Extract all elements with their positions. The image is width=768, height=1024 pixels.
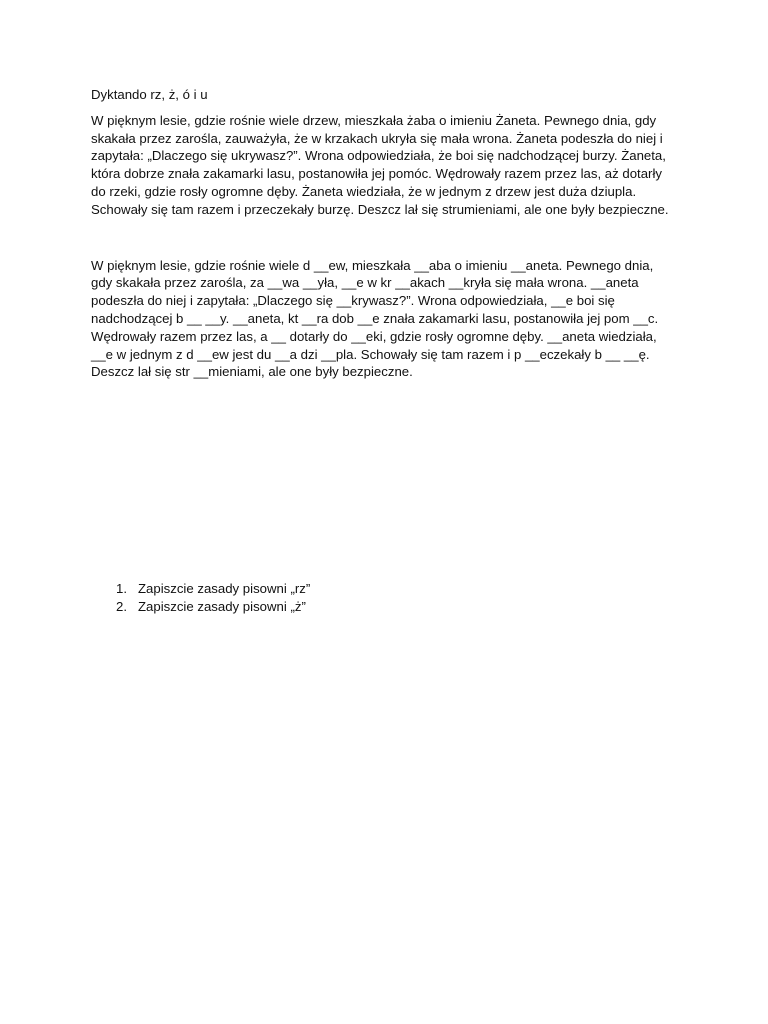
task-number: 2. xyxy=(116,598,127,614)
original-paragraph: W pięknym lesie, gdzie rośnie wiele drzew, mieszkała żaba o imieniu Żaneta. Pewnego dnia, gdy skakała przez zarośla, zauważyła, że w krzakach ukryła się mała wrona. Żaneta podeszła do niej i zapytała: „Dlaczego się ukrywasz?”. Wrona odpowiedziała, że boi się nadchodzącej burzy. Żaneta, która dobrze znała zakamarki lasu, postanowiła jej pomóc. Wędrowały razem przez las, aż dotarły do rzeki, gdzie rosły ogromne dęby. Żaneta wiedziała, że w jednym z drzew jest duża dziupla. Schowały się tam razem i przeczekały burzę. Deszcz lał się strumieniami, ale one były bezpieczne. xyxy=(91,112,669,217)
task-text: Zapiszcie zasady pisowni „ż” xyxy=(138,598,306,614)
exercise-paragraph: W pięknym lesie, gdzie rośnie wiele d __ew, mieszkała __aba o imieniu __aneta. Pewnego dnia, gdy skakała przez zarośla, za __wa __yła, __e w kr __akach __kryła się mała wrona. __aneta podeszła do niej i zapytała: „Dlaczego się __krywasz?”. Wrona odpowiedziała, __e boi się nadchodzącej b __ __y. __aneta, kt __ra dob __e znała zakamarki lasu, postanowiła jej pom __c. Wędrowały razem przez las, a __ dotarły do __eki, gdzie rosły ogromne dęby. __aneta wiedziała, __e w jednym z d __ew jest du __a dzi __pla. Schowały się tam razem i p __eczekały b __ __ę. Deszcz lał się str __mieniami, ale one były bezpieczne. xyxy=(91,257,659,380)
document-title: Dyktando rz, ż, ó i u xyxy=(91,87,208,102)
task-text: Zapiszcie zasady pisowni „rz” xyxy=(138,581,311,596)
task-number: 1. xyxy=(116,581,127,596)
task-item xyxy=(116,598,310,616)
task-list xyxy=(116,580,310,616)
document-body xyxy=(91,86,675,381)
task-item xyxy=(116,580,310,598)
